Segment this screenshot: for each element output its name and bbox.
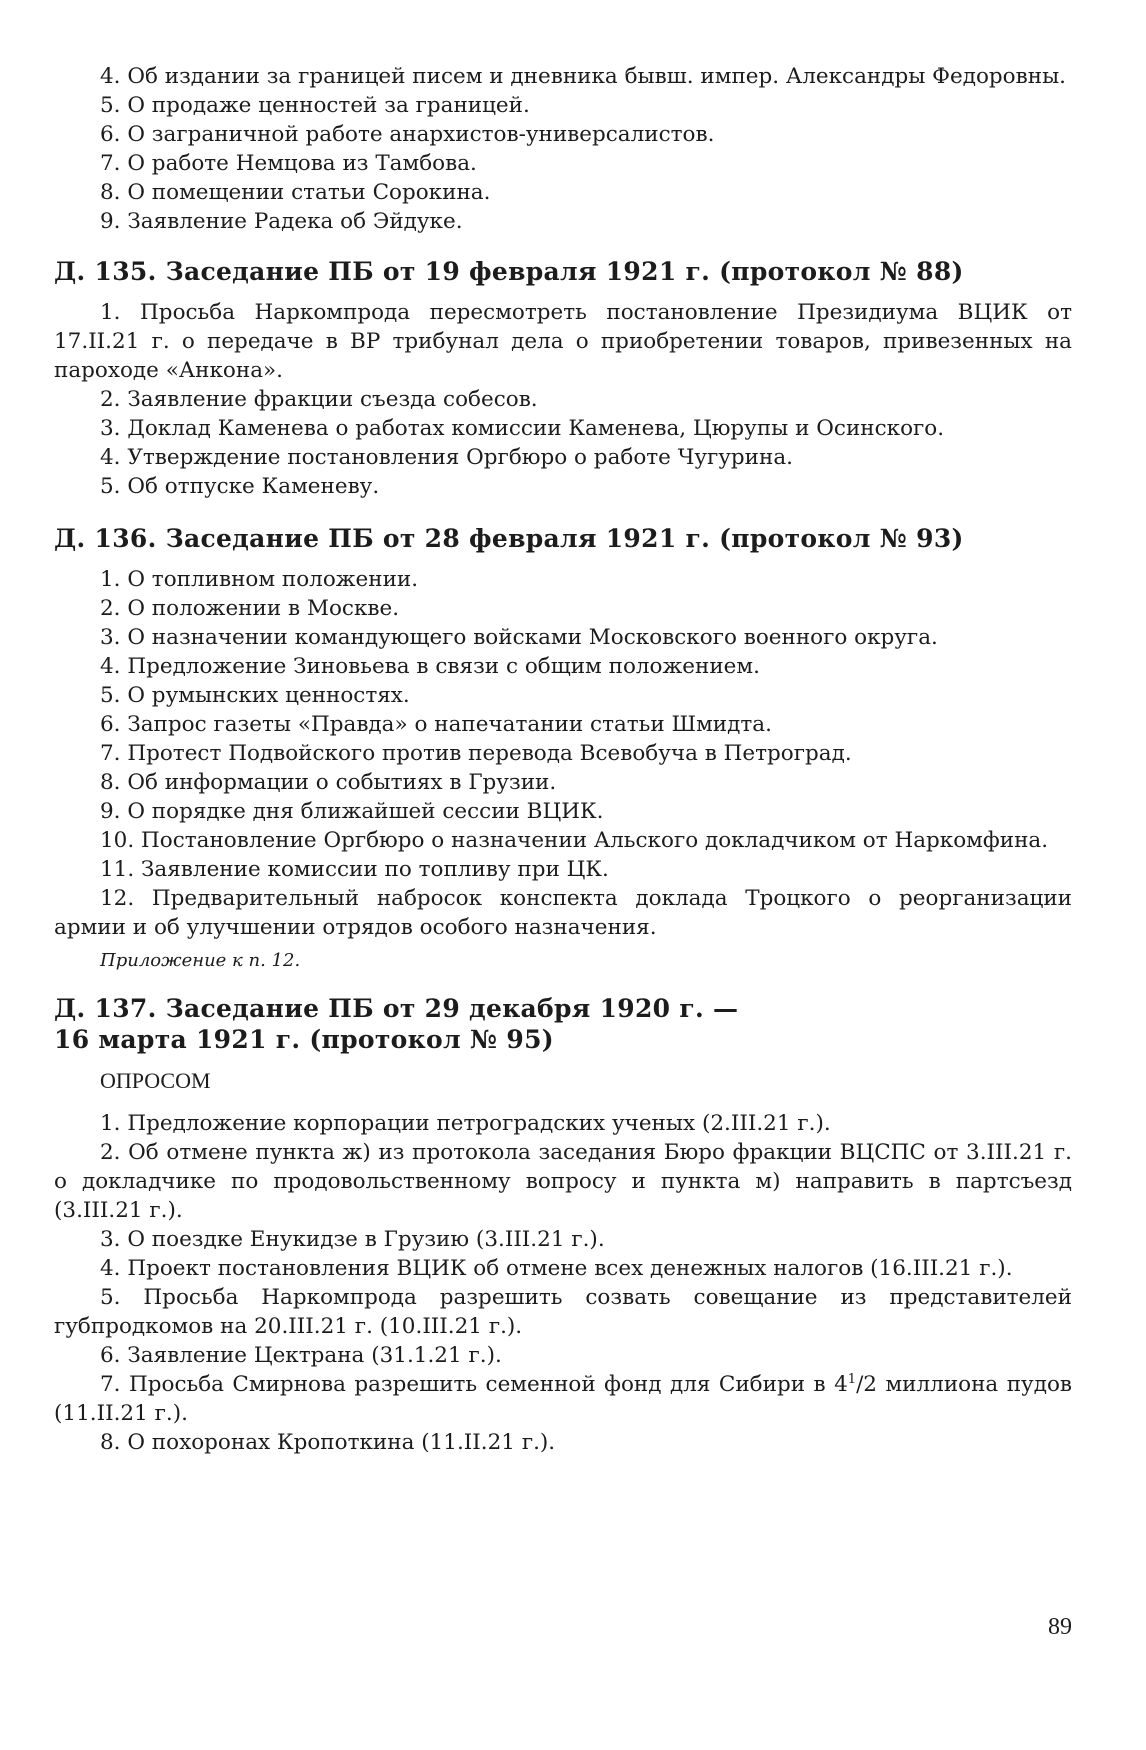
item7-text: 7. Просьба Смирнова разрешить семенной фонд для Сибири в 4 [100, 1372, 848, 1397]
superscript: 1 [847, 1371, 857, 1387]
list-item: 3. О назначении командующего войсками Московского военного округа. [100, 625, 938, 650]
list-item [54, 1370, 1072, 1428]
list-item: 5. О румынских ценностях. [100, 683, 410, 708]
list-item: 4. Предложение Зиновьева в связи с общим положением. [100, 654, 760, 679]
d135-list [54, 298, 1072, 501]
d136-list [54, 565, 1072, 942]
list-item: 4. Об издании за границей писем и дневника бывш. импер. Александры Федоровны. [100, 64, 1067, 89]
list-item: 5. Об отпуске Каменеву. [100, 474, 380, 499]
list-item: 6. Заявление Цектрана (31.1.21 г.). [100, 1343, 502, 1368]
list-item: 2. Заявление фракции съезда собесов. [100, 387, 538, 412]
list-item: 9. Заявление Радека об Эйдуке. [100, 209, 463, 234]
list-item: 4. Проект постановления ВЦИК об отмене всех денежных налогов (16.III.21 г.). [100, 1256, 1013, 1281]
list-item: 2. Об отмене пункта ж) из протокола заседания Бюро фракции ВЦСПС от 3.III.21 г. о докладчике по продовольственному вопросу и пункта м) направить в партсъезд (3.III.21 г.). [54, 1140, 1072, 1223]
list-item: 7. Протест Подвойского против перевода Всевобуча в Петроград. [100, 741, 852, 766]
list-item: 4. Утверждение постановления Оргбюро о работе Чугурина. [100, 445, 793, 470]
section-heading-d136: Д. 136. Заседание ПБ от 28 февраля 1921 г. (протокол № 93) [54, 524, 964, 553]
heading-line: 16 марта 1921 г. (протокол № 95) [54, 1025, 554, 1054]
list-item: 12. Предварительный набросок конспекта доклада Троцкого о реорганизации армии и об улучшении отрядов особого назначения. [54, 886, 1072, 940]
page-number: 89 [1048, 1614, 1072, 1640]
list-item: 2. О положении в Москве. [100, 596, 400, 621]
list-item: 8. О помещении статьи Сорокина. [100, 180, 491, 205]
section-heading-d135: Д. 135. Заседание ПБ от 19 февраля 1921 г. (протокол № 88) [54, 257, 964, 286]
section-heading-d137 [54, 993, 1072, 1055]
list-item: 5. О продаже ценностей за границей. [100, 93, 530, 118]
list-item: 6. О заграничной работе анархистов-универсалистов. [100, 122, 715, 147]
list-item: 1. О топливном положении. [100, 567, 419, 592]
list-item: 9. О порядке дня ближайшей сессии ВЦИК. [100, 799, 604, 824]
d137-list [54, 1109, 1072, 1457]
list-item: 3. Доклад Каменева о работах комиссии Каменева, Цюрупы и Осинского. [100, 416, 945, 441]
list-item: 3. О поездке Енукидзе в Грузию (3.III.21 г.). [100, 1227, 605, 1252]
appendix-note: Приложение к п. 12. [100, 950, 301, 971]
list-item: 7. О работе Немцова из Тамбова. [100, 151, 477, 176]
item7-text-end: /2 миллиона пудов (11.II.21 г.). [54, 1372, 1072, 1426]
list-item: 6. Запрос газеты «Правда» о напечатании статьи Шмидта. [100, 712, 772, 737]
page-body [54, 62, 1072, 1457]
heading-line: Д. 137. Заседание ПБ от 29 декабря 1920 г. — [54, 994, 739, 1023]
intro-list [54, 62, 1072, 236]
subheading-oprosom: ОПРОСОМ [100, 1068, 211, 1093]
list-item: 5. Просьба Наркомпрода разрешить созвать совещание из представителей губпродкомов на 20.III.21 г. (10.III.21 г.). [54, 1285, 1072, 1339]
list-item: 1. Просьба Наркомпрода пересмотреть постановление Президиума ВЦИК от 17.II.21 г. о передаче в ВР трибунал дела о приобретении товаров, привезенных на пароходе «Анкона». [54, 300, 1072, 383]
list-item: 8. Об информации о событиях в Грузии. [100, 770, 557, 795]
list-item: 10. Постановление Оргбюро о назначении Альского докладчиком от Наркомфина. [100, 828, 1049, 853]
list-item: 11. Заявление комиссии по топливу при ЦК. [100, 857, 609, 882]
list-item: 8. О похоронах Кропоткина (11.II.21 г.). [100, 1430, 556, 1455]
list-item: 1. Предложение корпорации петроградских ученых (2.III.21 г.). [100, 1111, 831, 1136]
